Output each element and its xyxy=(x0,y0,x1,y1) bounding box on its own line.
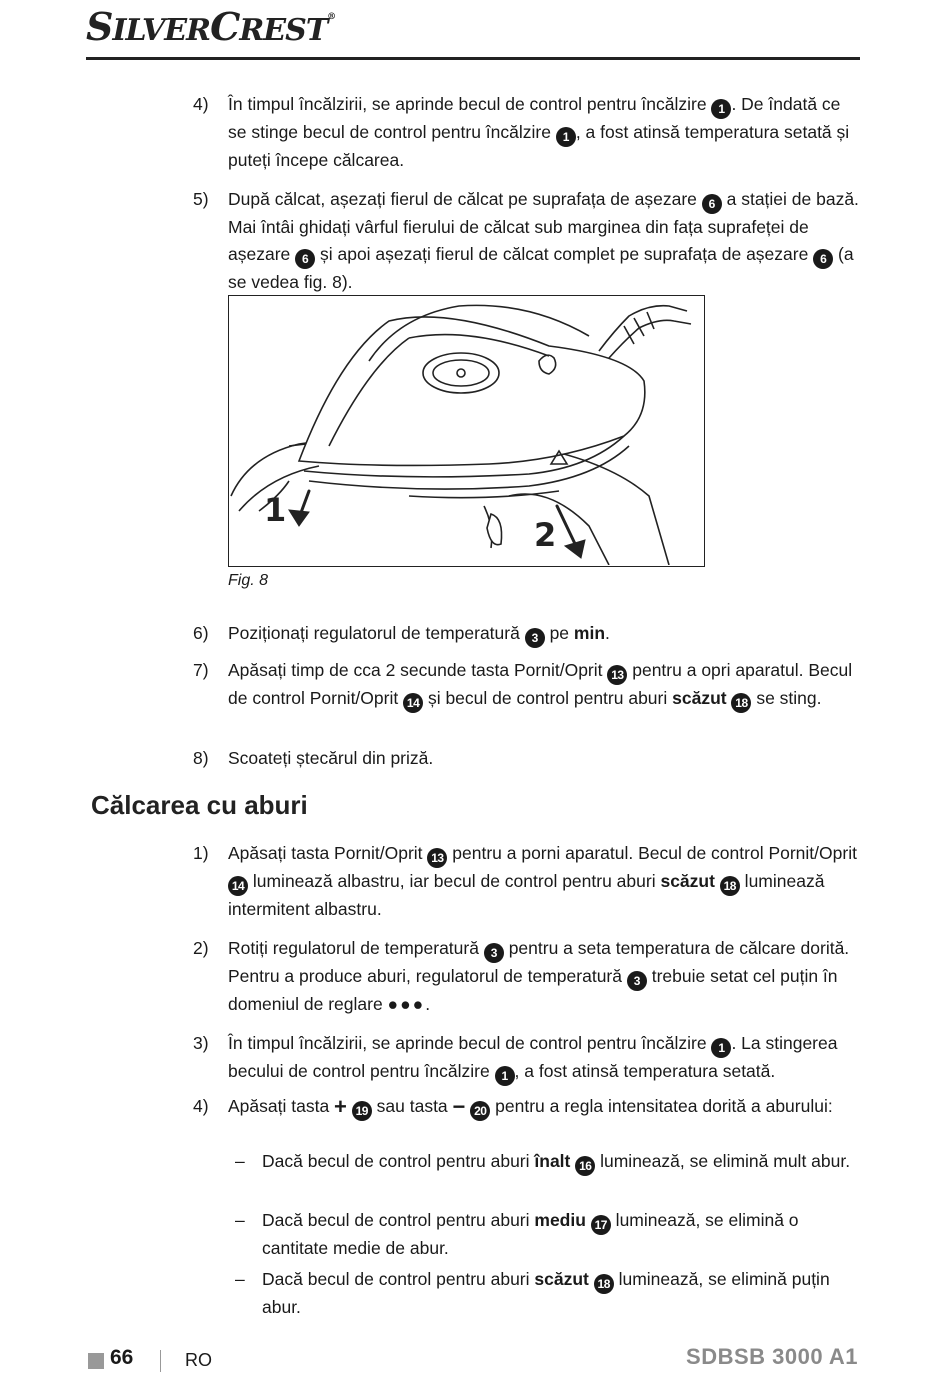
iron-drawing xyxy=(229,296,703,565)
sub-list-item: – Dacă becul de control pentru aburi scăzut 18 luminează, se elimină puțin abur. xyxy=(235,1269,830,1317)
ref-badge: 1 xyxy=(495,1066,515,1086)
ref-badge: 18 xyxy=(720,876,740,896)
list-item: 3) În timpul încălzirii, se aprinde becul de control pentru încălzire 1 . La stingerea becului de control pentru încălzire 1 , a fost atinsă temperatura setată. xyxy=(193,1030,859,1086)
ref-badge: 14 xyxy=(228,876,248,896)
page-number: 66 xyxy=(110,1346,134,1369)
ref-badge: 1 xyxy=(556,127,576,147)
ref-badge: 1 xyxy=(711,1038,731,1058)
footer-language: RO xyxy=(185,1350,212,1370)
list-item: 8) Scoateți ștecărul din priză. xyxy=(193,748,434,768)
setting-dots: ●●● xyxy=(387,994,426,1014)
ref-badge: 6 xyxy=(295,249,315,269)
section-heading: Călcarea cu aburi xyxy=(91,790,308,820)
list-item: 2) Rotiți regulatorul de temperatură 3 pentru a seta temperatura de călcare dorită. Pentru a produce aburi, regulatorul de temperatură 3 trebuie setat cel puțin în domeniul de reglare ●●●. xyxy=(193,938,850,1014)
plus-icon: + xyxy=(334,1094,347,1119)
list-item: 7) Apăsați timp de cca 2 secunde tasta Pornit/Oprit 13 pentru a opri aparatul. Becul de control Pornit/Oprit 14 și becul de control pentru aburi scăzut 18 se sting. xyxy=(193,657,859,713)
ref-badge: 16 xyxy=(575,1156,595,1176)
footer-model: SDBSB 3000 A1 xyxy=(686,1344,858,1369)
list-item: 1) Apăsați tasta Pornit/Oprit 13 pentru a porni aparatul. Becul de control Pornit/Oprit 14 luminează albastru, iar becul de control pentru aburi scăzut 18 luminează intermitent albastru. xyxy=(193,843,857,919)
sub-list-item: – Dacă becul de control pentru aburi înalt 16 luminează, se elimină mult abur. xyxy=(235,1148,859,1176)
ref-badge: 1 xyxy=(711,99,731,119)
ref-badge: 3 xyxy=(484,943,504,963)
ref-badge: 13 xyxy=(607,665,627,685)
ref-badge: 18 xyxy=(594,1274,614,1294)
footer-square-icon xyxy=(88,1353,104,1369)
ref-badge: 19 xyxy=(352,1101,372,1121)
list-item: 4) Apăsați tasta + 19 sau tasta − 20 pentru a regla intensitatea dorită a aburului: xyxy=(193,1094,833,1119)
list-item: 4) În timpul încălzirii, se aprinde becul de control pentru încălzire 1 . De îndată ce se stinge becul de control pentru încălzire 1 , a fost atinsă temperatura setată și puteți începe călcarea. xyxy=(193,94,850,170)
brand-logo: SILVERCREST® xyxy=(86,4,336,49)
minus-icon: − xyxy=(452,1094,466,1119)
sub-list-item: – Dacă becul de control pentru aburi mediu 17 luminează, se elimină o cantitate medie de abur. xyxy=(235,1210,799,1258)
ref-badge: 17 xyxy=(591,1215,611,1235)
header-rule xyxy=(86,57,860,60)
figure-label-1: 1 xyxy=(264,491,287,529)
ref-badge: 18 xyxy=(731,693,751,713)
ref-badge: 6 xyxy=(702,194,722,214)
ref-badge: 3 xyxy=(627,971,647,991)
ref-badge: 13 xyxy=(427,848,447,868)
ref-badge: 6 xyxy=(813,249,833,269)
footer-divider xyxy=(160,1350,161,1372)
list-item: 5) După călcat, așezați fierul de călcat pe suprafața de așezare 6 a stației de bază. Mai întâi ghidați vârful fierului de călcat sub marginea din fața suprafeței de așezare 6 și apoi așezați fierul de călcat complet pe suprafața de așezare 6 (a se vedea fig. 8). xyxy=(193,189,859,292)
figure-iron-illustration xyxy=(228,295,705,567)
figure-label-2: 2 xyxy=(534,516,557,554)
ref-badge: 14 xyxy=(403,693,423,713)
ref-badge: 20 xyxy=(470,1101,490,1121)
ref-badge: 3 xyxy=(525,628,545,648)
figure-caption: Fig. 8 xyxy=(228,572,269,589)
list-item: 6) Poziționați regulatorul de temperatură 3 pe min. xyxy=(193,620,859,648)
